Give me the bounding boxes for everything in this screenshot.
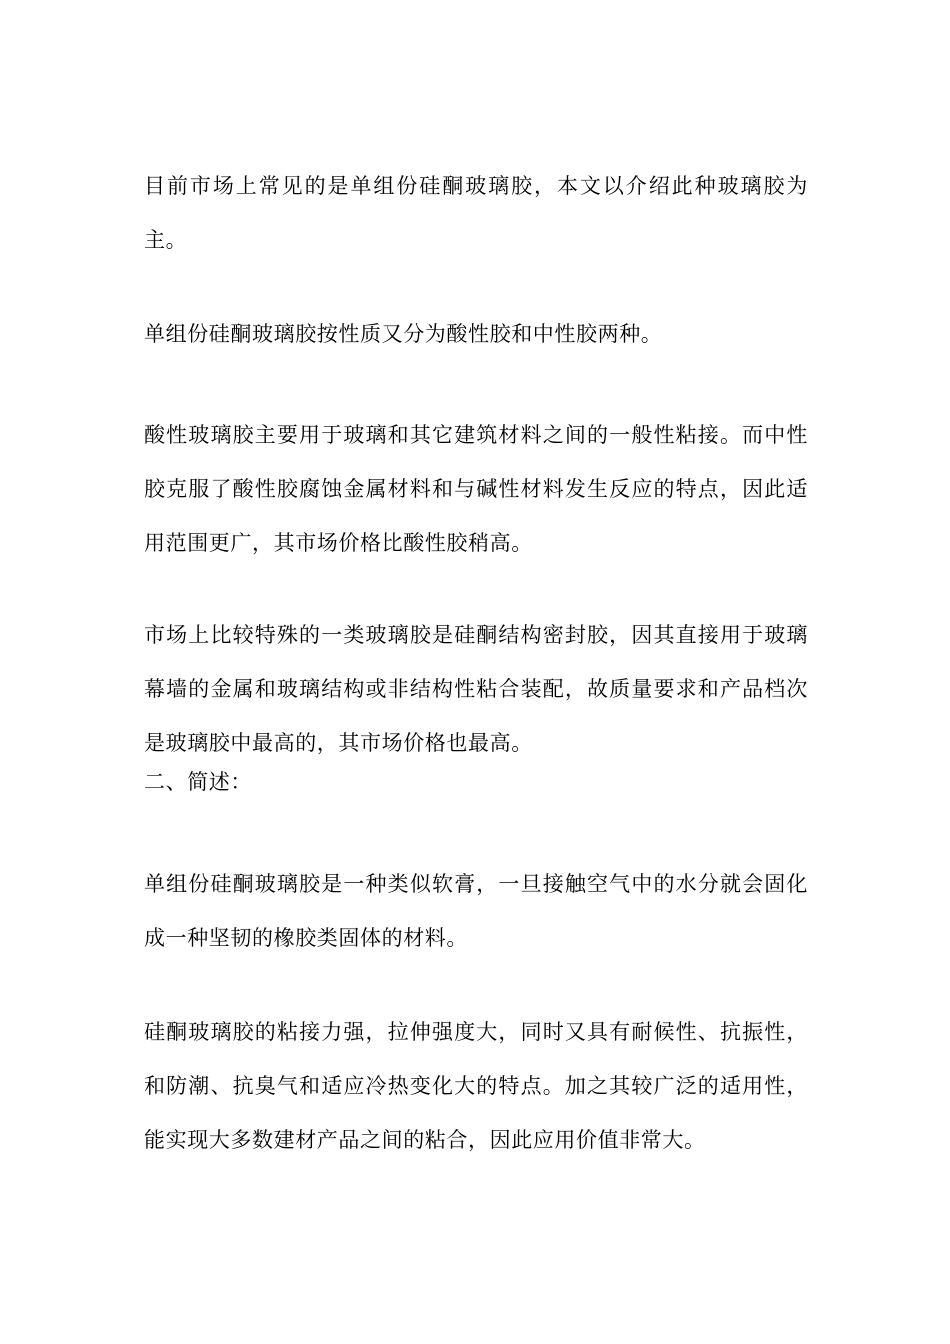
paragraph-description: 单组份硅酮玻璃胶是一种类似软膏，一旦接触空气中的水分就会固化成一种坚韧的橡胶类固体的材料。 xyxy=(144,872,808,950)
paragraph-common-type: 目前市场上常见的是单组份硅酮玻璃胶，本文以介绍此种玻璃胶为主。 xyxy=(144,174,808,252)
paragraph-acid-neutral: 酸性玻璃胶主要用于玻璃和其它建筑材料之间的一般性粘接。而中性胶克服了酸性胶腐蚀金属材料和与碱性材料发生反应的特点，因此适用范围更广，其市场价格比酸性胶稍高。 xyxy=(144,423,808,555)
paragraph-classification: 单组份硅酮玻璃胶按性质又分为酸性胶和中性胶两种。 xyxy=(144,322,663,346)
paragraph-properties: 硅酮玻璃胶的粘接力强，拉伸强度大，同时又具有耐候性、抗振性，和防潮、抗臭气和适应冷热变化大的特点。加之其较广泛的适用性，能实现大多数建材产品之间的粘合，因此应用价值非常大。 xyxy=(144,1020,808,1152)
paragraph-structural-sealant: 市场上比较特殊的一类玻璃胶是硅酮结构密封胶，因其直接用于玻璃幕墙的金属和玻璃结构或非结构性粘合装配，故质量要求和产品档次是玻璃胶中最高的，其市场价格也最高。 xyxy=(144,623,808,755)
section-heading: 二、简述： xyxy=(144,770,252,794)
